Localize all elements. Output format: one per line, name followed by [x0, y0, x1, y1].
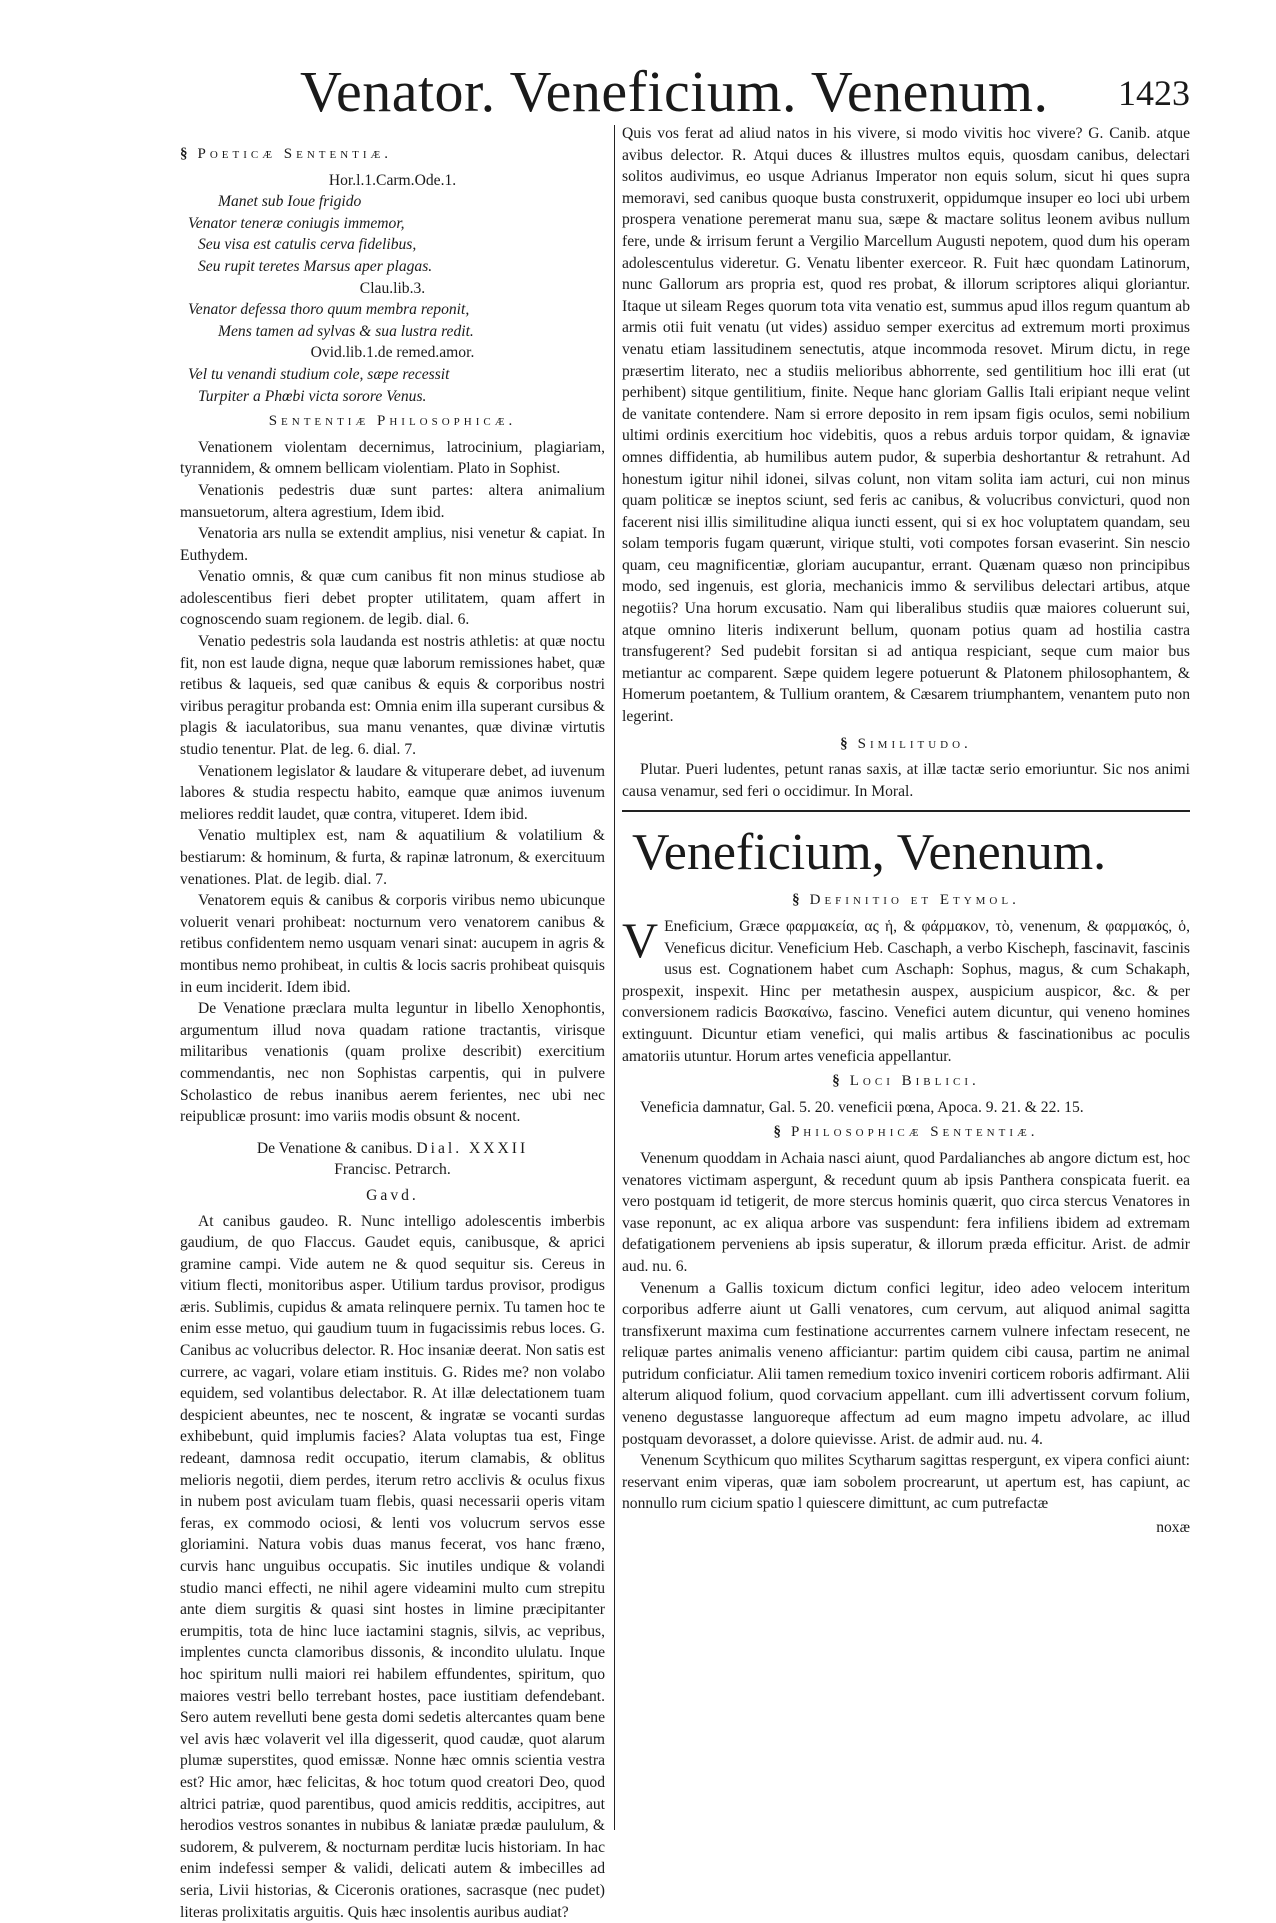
verse-line: Mens tamen ad sylvas & sua lustra redit. — [188, 321, 605, 343]
pilcrow-icon: § — [792, 892, 804, 908]
drop-cap: V — [622, 918, 658, 962]
source-ref: Ovid.lib.1.de remed.amor. — [180, 342, 605, 364]
verse-line: Seu rupit teretes Marsus aper plagas. — [188, 256, 605, 278]
paragraph: Venationem legislator & laudare & vituperare debet, ad iuvenum labores & studia respectu habito, eamque quæ animos iuvenum meliores reddit laudet, quæ contra, vituperet. Idem ibid. — [180, 761, 605, 826]
definition-block — [622, 916, 1190, 1067]
verse-line: Venator teneræ coniugis immemor, — [188, 213, 605, 235]
pilcrow-icon: § — [773, 1124, 785, 1140]
verse-line: Vel tu venandi studium cole, sæpe recessit — [188, 364, 605, 386]
poem-block — [188, 299, 605, 342]
left-column — [180, 140, 605, 1823]
dialogue-text: At canibus gaudeo. R. Nunc intelligo adolescentis imberbis gaudium, de quo Flaccus. Gaudet equis, canibusque, & aprici gramine campi. Vide autem ne & quod sequitur sis. Cereus in vitium flecti, monitoribus asper. Utilium tardus provisor, prodigus æris. Sublimis, cupidus & amata relinquere pernix. Tu tamen hoc te enim esse metuo, qui gaudium tuum in fugacissimis rebus loces. G. Canibus ac volucribus delector. R. Hoc insaniæ deerat. Non satis est currere, ac vagari, volare etiam instituis. G. Rides me? non volabo equidem, sed volantibus delectabor. R. At illæ delectationem tuam despicient abeuntes, nec te noscent, & ingratæ se vocanti surdas exhibebunt, quid implumis facies? Alata voluptas tua est, Finge redeant, damnosa redit occupatio, iterum clamabis, & oblitus melioris negotii, diem perdes, iterum retro acclivis & oculus fixus in nubem post aviculam tuam flebis, quasi necessarii operis vitam feras, ex commodo ociosi, & lenti vos volucrum servos esse gloriamini. Natura vobis duas manus fecerat, vos hanc fræno, curvis hanc unguibus occupatis. Sic inutiles undique & volandi studio manci effecti, ne nihil agere videamini multo cum strepitu ante diem surgitis & quasi sint hostes in limine præcipitanter erumpitis, tota de hinc luce iactamini stagnis, silvis, ac vepribus, implentes cuncta clamoribus dissonis, & incondito ululatu. Inque hoc spiritum nulli maiori rei habilem effundentes, spiritum, quo maiores vestri bello terrebant hostes, pace iustitiam defendebant. Sero autem revelluti bene gesta domi sedetis altercantes quam bene vel avis hæc volaverit vel illa digesserit, quod caudæ, quot alarum plumæ superstites, quod emissæ. Nonne hæc omnis scientia vestra est? Hic amor, hæc felicitas, & hoc totum quod creatori Deo, quod altrici patriæ, quod parentibus, quod amicis redditis, accipitres, aut herodios vestros sonantes in nubibus & laniatæ prædæ paululum, & sudorem, & pulverem, & nocturnam perditæ lucis historiam. In hac enim indefessi semper & validi, delicati autem & imbecilles ad seria, Livii historias, & Ciceronis orationes, sacrasque (nec pudet) literas prolixitatis arguitis. Quis hæc insolentis auribus audiat? — [180, 1211, 605, 1923]
section-rule — [622, 810, 1190, 812]
poetic-heading: § Poeticæ Sententiæ. — [180, 144, 605, 166]
dialogue-author: Francisc. Petrarch. — [180, 1159, 605, 1181]
paragraph: Venationis pedestris duæ sunt partes: altera animalium mansuetorum, altera agrestium, Idem ibid. — [180, 480, 605, 523]
paragraph: Venenum Scythicum quo milites Scytharum sagittas respergunt, ex vipera confici aiunt: reservant enim viperas, quæ iam sobolem procrearunt, ut apertum est, has capiunt, ac nonnullo rum cicium spatio l quiescere dimittunt, ac cum putrefactæ — [622, 1450, 1190, 1515]
dialogue-continuation: Quis vos ferat ad aliud natos in his vivere, si modo vivitis hoc vivere? G. Canib. atque avibus delector. R. Atqui duces & illustres multos equis, quosdam canibus, delectari solitos audivimus, eo usque Adrianus Imperator non equis solum, sicut hi ques supra memoravi, sed canibus quoque busta construxerit, oppidumque insuper eo loci ubi urbem prospera venatione peremerat manu sua, sæpe & mactare solitus leonem avibus nullum fere, unde & irrisum ferunt a Vergilio Marcellum Augusti nepotem, quod dum his operam adolescentulus videretur. G. Venatu libenter exerceor. R. Fuit hæc quondam Latinorum, nunc Gallorum ars propria est, quod res probat, & illorum scriptores aliqui gloriantur. Itaque ut sileam Reges quorum tota vita venatio est, summus apud illos regum quantum ab armis otii fuit venatu (ut vides) assiduo semper exercitus ad extremum morti proximus venatu etiam lassitudinem senectutis, atque incommoda resovet. Mirum dictu, in rege præsertim literato, nec a studiis melioribus abhorrente, sed gentilitium hoc illi erat (ut perhibent) sitque gentilitium, finite. Neque hanc gloriam Gallis Itali eripiant neque velint de vanitate contendere. Nam si errore deposito in rem ipsam figis oculos, semi nobilium ultimi ordinis exercitium hoc videbitis, quos a rebus arduis torpor quidam, & ignaviæ omnes diffidentia, ab humilibus autem pudor, & superbia deshortantur & retrahunt. Ad honestum igitur nihil idonei, silvas colunt, non vitam solita iam acturi, cui non minus quam politicæ se ineptos sciunt, sed feris ac canibus, & volucribus convicturi, quod non facerent nisi illis similitudine aliqua iuncti essent, qui si ex hoc voluptatem quandam, seu solam temporis fugam quærunt, virique stulti, voti compotes forsan evaserint. Sin nescio quam, ceu magnificentiæ, gloriam aucupantur, errant. Quænam quæso non principibus modo, sed ingenuis, est gloria, mechanicis immo & servilibus delectari artibus, atque negotiis? Una horum excusatio. Nam qui liberalibus studiis quæ maiores coluerunt sui, atque omnino literis indixerunt bellum, quonam potius quam ad hostilia castra transfugerent? Sed pudebit forsitan si ad antiqua respiciant, seque cum maior bus metiantur ac comparent. Sæpe quidem legere potuerunt & Platonem philosophantem, & Homerum poetantem, & Tullium orantem, & Cæsarem triumphantem, venantem puto non legerint. — [622, 123, 1190, 728]
dialogue-title: De Venatione & canibus. Dial. XXXII — [180, 1138, 605, 1160]
verse-line: Turpiter a Phœbi victa sorore Venus. — [188, 386, 605, 408]
paragraph: Venenum quoddam in Achaia nasci aiunt, quod Pardalianches ab angore dictum est, hoc venatores victimam aspergunt, & recedunt quum ab ipsis Panthera conspicata fuerit. ea vero postquam id tetigerit, de more stercus hominis quærit, quo circa stercus Venatores in vase reponunt, ac ex aliqua arbore vas suspendunt: fera infiliens ibidem ad extremam defatigationem perveniens ab ipsis superatur, & illorum præda efficitur. Arist. de admir aud. nu. 6. — [622, 1148, 1190, 1278]
paragraph: Venatorem equis & canibus & corporis viribus nemo ubicunque voluerit venari prohibeat: nocturnum vero venatorem canibus & retibus confidentem nemo usquam venari sinat: aucupem in agris & montibus nemo prohibeat, in cultis & locis sacris prohibeat quisquis in eum inciderit. Idem ibid. — [180, 890, 605, 998]
pilcrow-icon: § — [832, 1073, 844, 1089]
biblical-heading: § Loci Biblici. — [622, 1071, 1190, 1093]
pilcrow-icon: § — [840, 736, 852, 752]
definition-heading: § Definitio et Etymol. — [622, 890, 1190, 912]
similitudo-text: Plutar. Pueri ludentes, petunt ranas saxis, at illæ tactæ serio emoriuntur. Sic nos animi causa venamur, sed feri o occidimur. In Moral. — [622, 759, 1190, 802]
paragraph: De Venatione præclara multa leguntur in libello Xenophontis, argumentum illud nova quadam ratione tractantis, virisque militaribus venationis (quam prolixe describit) exercitium commendantis, nec non Sophistas carpentis, qui in pulvere Scholastico de rebus inanibus aerem ferientes, nec ubi nec reipublicæ prosunt: imo variis modis obsunt & nocent. — [180, 998, 605, 1128]
page-number: 1423 — [1118, 72, 1190, 114]
pilcrow-icon: § — [180, 146, 192, 162]
similitudo-heading: § Similitudo. — [622, 734, 1190, 756]
verse-line: Manet sub Ioue frigido — [188, 191, 605, 213]
source-ref: Clau.lib.3. — [180, 278, 605, 300]
section-title: Veneficium, Venenum. — [632, 824, 1190, 882]
philosophic-heading-2: § Philosophicæ Sententiæ. — [622, 1122, 1190, 1144]
source-ref: Hor.l.1.Carm.Ode.1. — [180, 170, 605, 192]
verse-line: Seu visa est catulis cerva fidelibus, — [188, 234, 605, 256]
definition-text: Eneficium, Græce φαρμακεία, ας ἡ, & φάρμακον, τὸ, venenum, & φαρμακός, ὁ, Veneficus dicitur. Veneficium Heb. Caschaph, a verbo Kischeph, fascinavit, fascinis usus est. Cognationem habet cum Aschaph: Sophus, magus, & cum Schakaph, prospexit, inspexit. Hinc per metathesin auspex, auspicium auspicor, &c. & per conversionem radicis Βασκαίνω, fascino. Venefici autem dicuntur, qui veneno homines extinguunt. Dicuntur etiam venefici, qui malis artibus & fascinationibus ac poculis amatoriis utuntur. Horum artes veneficia appellantur. — [622, 916, 1190, 1067]
column-divider — [614, 125, 615, 1830]
paragraph: Venenum a Gallis toxicum dictum confici legitur, ideo adeo velocem interitum corporibus adferre aiunt ut Galli venatores, cum cervum, aut aliquod animal sagitta transfixerunt maxima cum festinatione accurrentes carnem vulnere infectam resecent, ne reliquæ partes animalis veneno afficiantur: partim quidem cibi causa, partim ne animal putridum conficiatur. Alii tamen remedium toxico inveniri corticem roboris adfirmant. Alii alterum aliquod folium, quod corvacium appellant. cum illi advertissent corvum folium, veneno degustasse languoreque affectum ad eum magno impetu advolare, ac illud postquam devorasset, a dolore quievisse. Arist. de admir aud. nu. 4. — [622, 1278, 1190, 1451]
poem-block — [188, 191, 605, 277]
right-column — [622, 123, 1190, 1823]
paragraph: Venationem violentam decernimus, latrocinium, plagiariam, tyrannidem, & omnem bellicam violentiam. Plato in Sophist. — [180, 437, 605, 480]
paragraph: Venatio pedestris sola laudanda est nostris athletis: at quæ noctu fit, non est laude digna, neque quæ laborum remissiones habet, quæ retibus & laqueis, sed quæ canibus & equis & corporibus nostri viribus peragitur probanda est: Omnia enim illa superant cursibus & plagis & iaculatoribus, sua manu venantes, quæ divinæ virtutis studio tenentur. Plat. de leg. 6. dial. 7. — [180, 631, 605, 761]
paragraph: Venatio omnis, & quæ cum canibus fit non minus studiose ab adolescentibus fieri debet propter utilitatem, quam affert in cognoscendo suam regionem. de legib. dial. 6. — [180, 566, 605, 631]
philosophic-heading: Sententiæ Philosophicæ. — [180, 411, 605, 433]
running-title: Venator. Veneficium. Venenum. — [300, 58, 1048, 125]
speaker-label: Gavd. — [180, 1185, 605, 1207]
poem-block — [188, 364, 605, 407]
paragraph: Venatio multiplex est, nam & aquatilium & volatilium & bestiarum: & hominum, & furta, & rapinæ latronum, & exercituum venationes. Plat. de legib. dial. 7. — [180, 825, 605, 890]
paragraph: Venatoria ars nulla se extendit amplius, nisi venetur & capiat. In Euthydem. — [180, 523, 605, 566]
biblical-text: Veneficia damnatur, Gal. 5. 20. veneficii pœna, Apoca. 9. 21. & 22. 15. — [622, 1097, 1190, 1119]
verse-line: Venator defessa thoro quum membra reponit, — [188, 299, 605, 321]
catchword: noxæ — [622, 1517, 1190, 1539]
